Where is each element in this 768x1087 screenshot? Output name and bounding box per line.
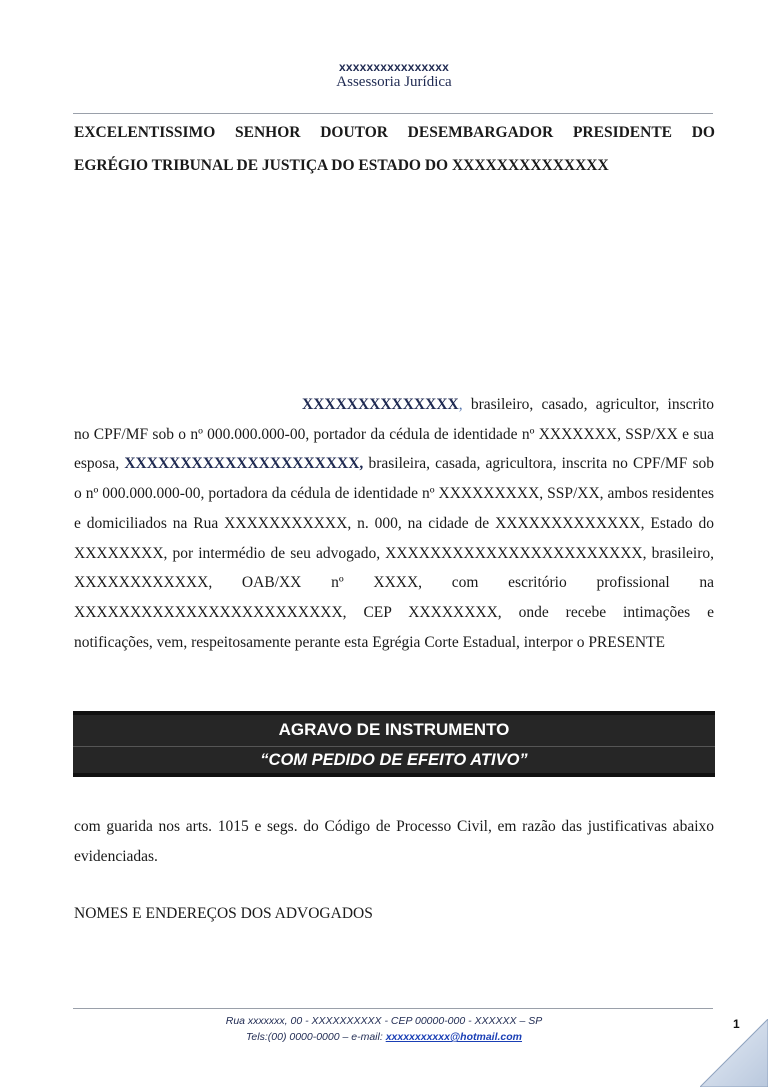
petition-text-b: brasileira, casada, agricultora, inscrita no CPF/MF sob o nº 000.000.000-00, portadora da cédula de identidade nº XXXXXXXXX, SSP/XX, ambos residentes e domiciliados na Rua XXXXXXXXXXX, n. 000, na cidade de XXXXXXXXXXXXX, Estado do XXXXXXXX, por intermédio de seu advogado, XXXXXXXXXXXXXXXXXXXXXXX, brasileiro, XXXXXXXXXXXX, OAB/XX nº XXXX, com escritório profissional na XXXXXXXXXXXXXXXXXXXXXXXX, CEP XXXXXXXX, onde recebe intimações e notificações, vem, respeitosamente perante esta Egrégia Corte Estadual, interpor o PRESENTE [74, 455, 714, 651]
justification-paragraph: com guarida nos arts. 1015 e segs. do Código de Processo Civil, em razão das justificativas abaixo evidenciadas. [74, 818, 714, 865]
firm-name: xxxxxxxxxxxxxxxx [339, 60, 449, 74]
footer [0, 1013, 768, 1045]
page-number: 1 [733, 1017, 740, 1031]
footer-contact [0, 1029, 768, 1045]
party-1-name: XXXXXXXXXXXXXX [302, 396, 459, 413]
section-heading: NOMES E ENDEREÇOS DOS ADVOGADOS [74, 905, 373, 922]
banner-subtitle: “COM PEDIDO DE EFEITO ATIVO” [260, 751, 528, 769]
footer-phone: Tels:(00) 0000-0000 – e-mail: [245, 1031, 386, 1043]
banner-divider [73, 746, 715, 747]
header-divider [73, 113, 713, 114]
letterhead [0, 60, 768, 91]
party-2-name: XXXXXXXXXXXXXXXXXXXXX, [124, 455, 364, 473]
firm-subtitle: Assessoria Jurídica [336, 74, 452, 90]
addressee-block [74, 116, 715, 182]
footer-divider [73, 1008, 713, 1009]
petition-paragraph [74, 390, 714, 657]
party-1-comma: , [458, 396, 463, 413]
petition-text-a: brasileiro, casado, agricultor, inscrito no CPF/MF sob o nº 000.000.000-00, portador da cédula de identidade nº XXXXXXX, SSP/XX e sua esposa, [74, 396, 714, 473]
footer-email-link[interactable]: xxxxxxxxxxx@hotmail.com [385, 1031, 523, 1043]
addressee-line-2: EGRÉGIO TRIBUNAL DE JUSTIÇA DO ESTADO DO XXXXXXXXXXXXXX [74, 157, 609, 174]
title-banner [73, 711, 715, 777]
footer-address: Rua xxxxxxx, 00 - XXXXXXXXXX - CEP 00000-000 - XXXXXX – SP [225, 1015, 543, 1027]
banner-title: AGRAVO DE INSTRUMENTO [278, 720, 510, 739]
addressee-line-1: EXCELENTISSIMO SENHOR DOUTOR DESEMBARGADOR PRESIDENTE DO [74, 124, 715, 141]
